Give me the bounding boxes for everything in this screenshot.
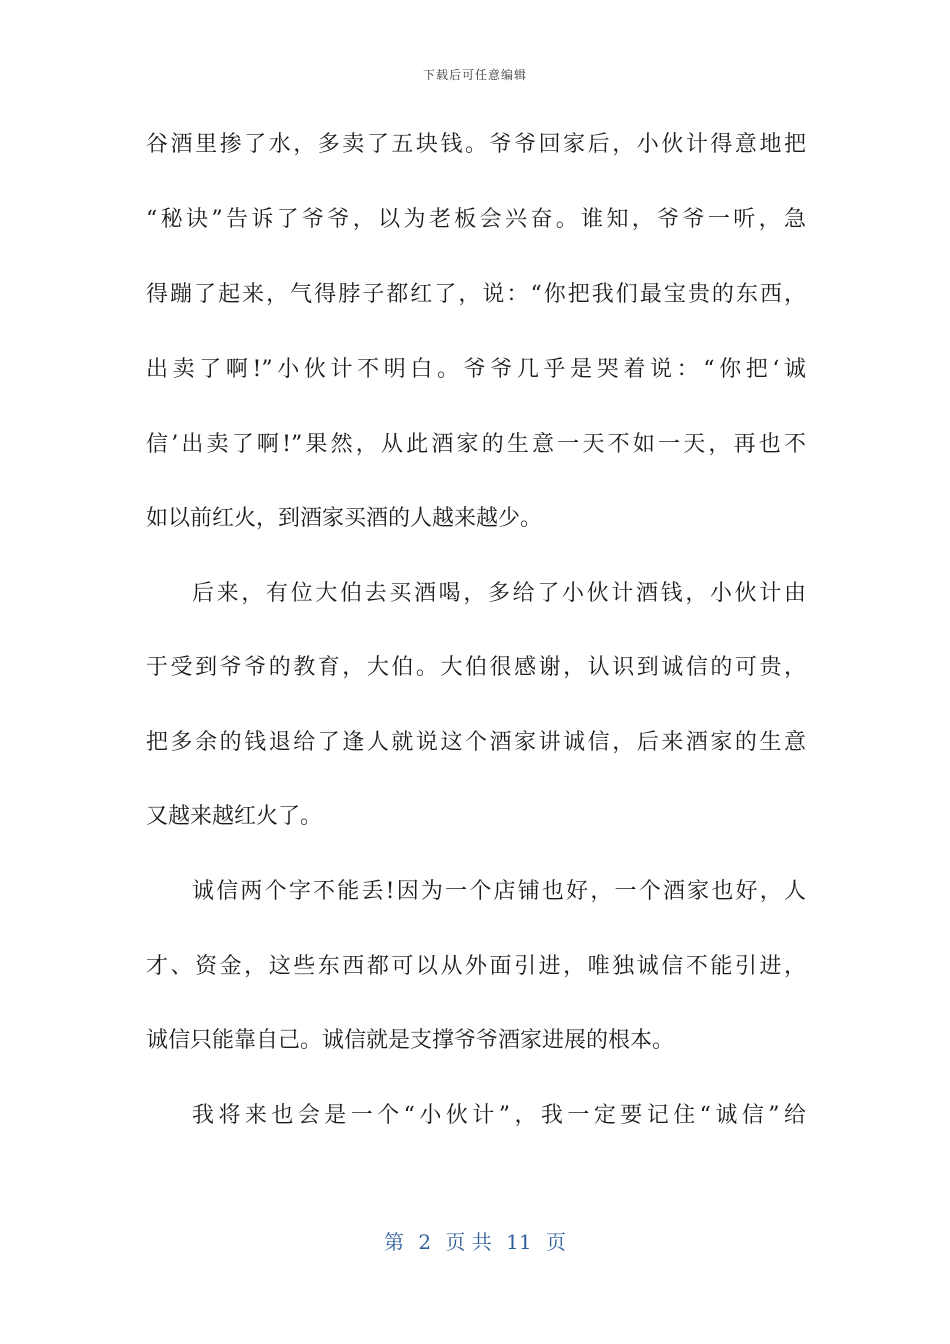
- text-line: 后来，有位大伯去买酒喝，多给了小伙计酒钱，小伙计由: [192, 581, 806, 606]
- footer-total-pages: 11: [506, 1230, 532, 1254]
- text-line: 谷酒里掺了水，多卖了五块钱。爷爷回家后，小伙计得意地把: [146, 132, 806, 157]
- text-line: 得蹦了起来，气得脖子都红了，说：“你把我们最宝贵的东西，: [146, 282, 806, 307]
- footer-page-number: 2: [418, 1230, 432, 1254]
- text-line: 诚信两个字不能丢!因为一个店铺也好，一个酒家也好，人: [192, 879, 806, 904]
- text-line: 于受到爷爷的教育，大伯。大伯很感谢，认识到诚信的可贵，: [146, 655, 806, 680]
- text-line: “秘诀”告诉了爷爷，以为老板会兴奋。谁知，爷爷一听，急: [146, 207, 806, 232]
- page-number-footer: [0, 1226, 950, 1255]
- page-header: 下载后可任意编辑: [422, 68, 527, 82]
- text-line: 把多余的钱退给了逢人就说这个酒家讲诚信，后来酒家的生意: [146, 730, 806, 755]
- text-line: 出卖了啊!”小伙计不明白。爷爷几乎是哭着说：“你把‘诚: [146, 357, 806, 382]
- footer-middle: 页 共: [445, 1230, 492, 1254]
- text-line: 信’出卖了啊!”果然，从此酒家的生意一天不如一天，再也不: [146, 432, 806, 457]
- footer-prefix: 第: [384, 1230, 404, 1254]
- text-line: 如以前红火，到酒家买酒的人越来越少。: [146, 506, 543, 531]
- text-line: 我将来也会是一个“小伙计”，我一定要记住“诚信”给: [192, 1103, 806, 1128]
- text-line: 又越来越红火了。: [146, 804, 323, 829]
- text-line: 才、资金，这些东西都可以从外面引进，唯独诚信不能引进，: [146, 954, 806, 979]
- footer-suffix: 页: [545, 1230, 566, 1254]
- text-line: 诚信只能靠自己。诚信就是支撑爷爷酒家进展的根本。: [146, 1028, 675, 1053]
